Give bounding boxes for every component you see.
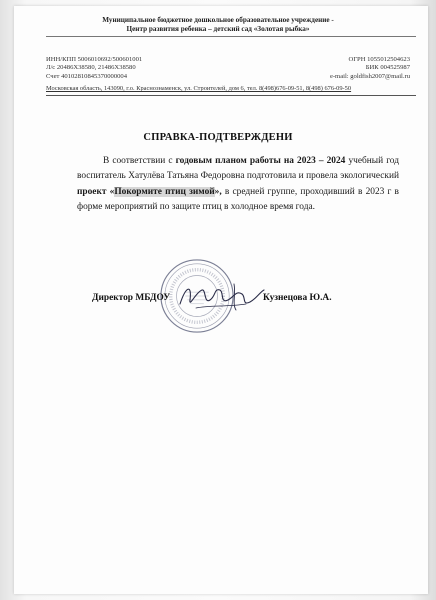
signer-role: Директор МБДОУ bbox=[92, 293, 171, 303]
project-close: », bbox=[214, 186, 222, 197]
body-text-2: учебный год воспитатель bbox=[77, 156, 399, 182]
account-ls: Л/с 20486Х38580, 21486Х38580 bbox=[46, 64, 136, 71]
annual-plan-text: годовым планом работы на 2023 – 2024 bbox=[175, 156, 346, 166]
body-text-3: подготовила и провела экологический bbox=[244, 171, 400, 182]
inn-kpp: ИНН/КПП 5006010692/500601001 bbox=[46, 56, 143, 63]
project-name: Покормите птиц зимой bbox=[114, 186, 215, 197]
address-line: Московская область, 143090, г.о. Краснознаменск, ул. Строителей, дом 6, тел. 8(498)676-09-51, 8(498) 676-09-50 bbox=[46, 85, 352, 92]
document-title: СПРАВКА-ПОДТВЕРЖДЕНИ bbox=[143, 132, 293, 143]
signer-name: Кузнецова Ю.А. bbox=[263, 293, 332, 303]
account-number: Счет 40102810845370000004 bbox=[46, 73, 128, 80]
ogrn: ОГРН 1055012504623 bbox=[348, 56, 410, 63]
project-label: проект « bbox=[77, 186, 115, 197]
org-name-line-2: Центр развития ребенка – детский сад «Золотая рыбка» bbox=[126, 25, 310, 33]
body-text-4: в средней группе, проходивший в 2023 г в форме мероприятий по защите птиц в холодное время года. bbox=[77, 186, 399, 213]
body-text-1: В соответствии с bbox=[103, 156, 176, 166]
header-divider bbox=[46, 36, 416, 37]
org-name-line-1: Муниципальное бюджетное дошкольное образовательное учреждение - bbox=[102, 16, 334, 24]
body-paragraph bbox=[77, 154, 399, 216]
email: e-mail: goldfish2007@mail.ru bbox=[329, 73, 410, 80]
teacher-name: Хатулёва Татьяна Федоровна bbox=[128, 171, 245, 182]
director-signature bbox=[176, 278, 266, 314]
document-body bbox=[77, 154, 399, 216]
bik: БИК 004525987 bbox=[365, 64, 410, 71]
address-divider bbox=[46, 95, 416, 96]
